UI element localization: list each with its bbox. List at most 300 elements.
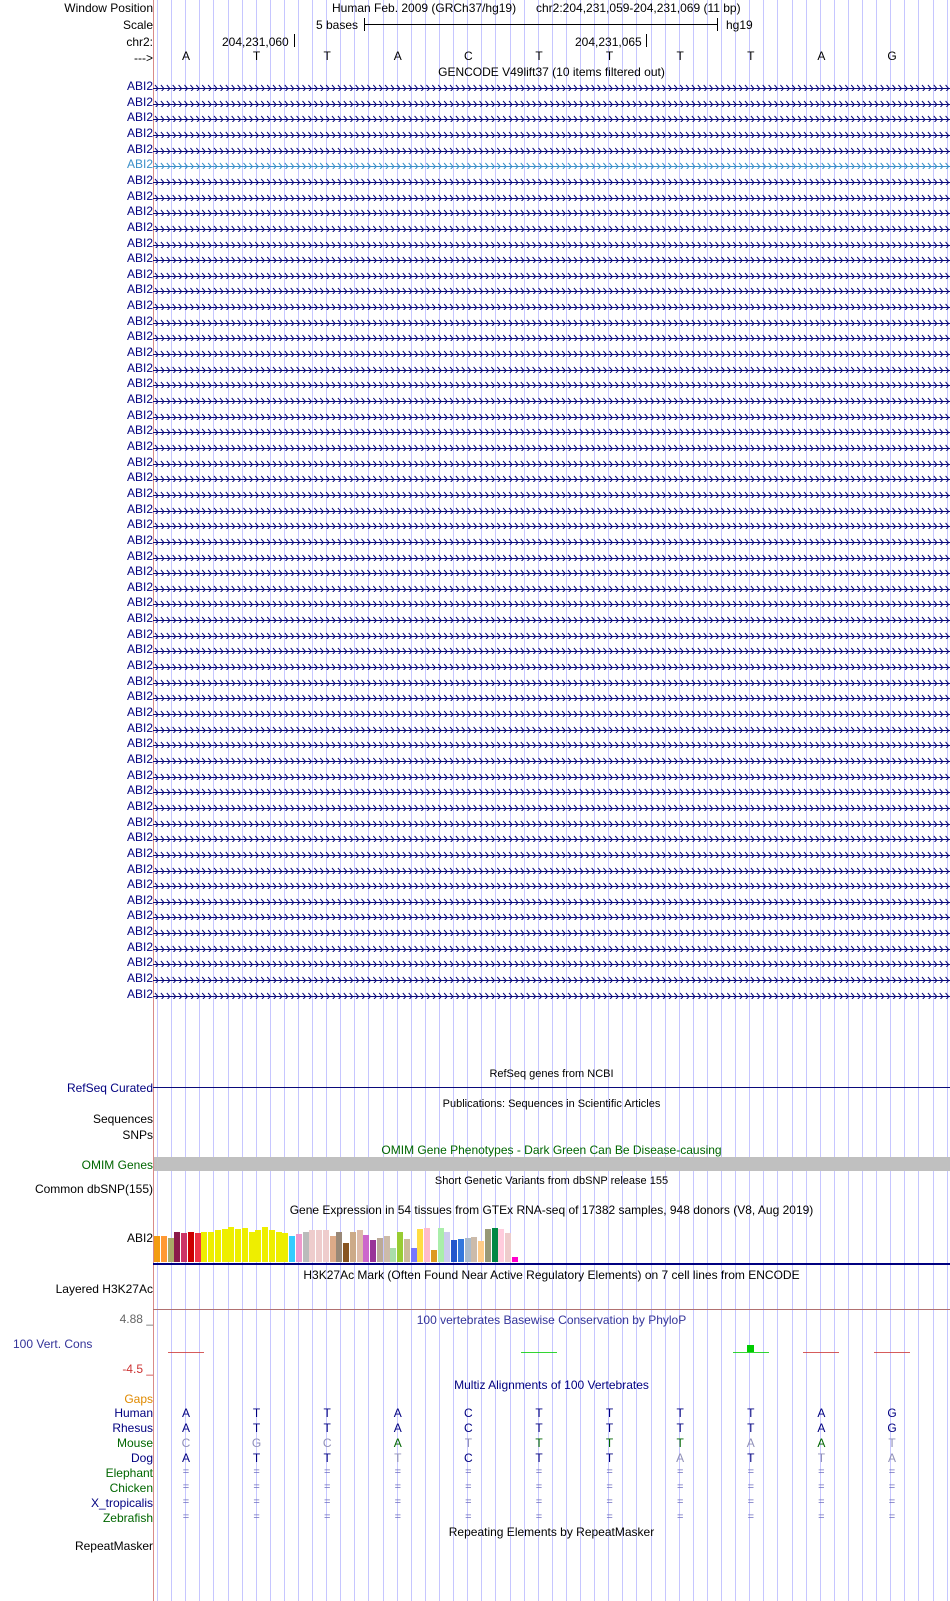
gencode-row-label[interactable]: ABI2 (126, 125, 153, 140)
refseq-track-label[interactable]: RefSeq Curated (66, 1081, 153, 1095)
gencode-transcript[interactable] (153, 505, 950, 514)
gtex-tissue-bar[interactable] (451, 1240, 457, 1262)
gtex-tissue-bar[interactable] (208, 1232, 214, 1262)
gencode-row-label[interactable]: ABI2 (126, 814, 153, 829)
alignment-base: A (181, 1421, 190, 1435)
gencode-transcript[interactable] (153, 833, 950, 842)
alignment-base: T (535, 1451, 543, 1465)
gencode-row-label[interactable]: ABI2 (126, 689, 153, 704)
gencode-transcript[interactable] (153, 254, 950, 263)
gencode-transcript[interactable] (153, 223, 950, 232)
gencode-row-label[interactable]: ABI2 (126, 266, 153, 281)
gencode-row-label[interactable]: ABI2 (126, 94, 153, 109)
gencode-row-label[interactable]: ABI2 (126, 329, 153, 344)
gencode-row-label[interactable]: ABI2 (126, 830, 153, 845)
gtex-tissue-bar[interactable] (323, 1230, 329, 1262)
dbsnp-track-label[interactable]: Common dbSNP(155) (34, 1182, 153, 1196)
gencode-row-label[interactable]: ABI2 (126, 955, 153, 970)
gencode-transcript[interactable] (153, 896, 950, 905)
gencode-row-label[interactable]: ABI2 (126, 454, 153, 469)
gencode-row-label[interactable]: ABI2 (126, 595, 153, 610)
alignment-base: = (535, 1511, 543, 1523)
gencode-row-label[interactable]: ABI2 (126, 673, 153, 688)
gtex-tissue-bar[interactable] (505, 1233, 511, 1262)
gencode-transcript[interactable] (153, 129, 950, 138)
gencode-row-label[interactable]: ABI2 (126, 235, 153, 250)
gencode-transcript[interactable] (153, 786, 950, 795)
gencode-transcript[interactable] (153, 943, 950, 952)
chr-label: chr2: (126, 35, 153, 49)
alignment-base: = (253, 1466, 260, 1478)
gtex-track-title[interactable]: Gene Expression in 54 tissues from GTEx RNA-seq of 17382 samples, 948 donors (V8, Aug 2019) (289, 1203, 814, 1217)
gtex-tissue-bar[interactable] (161, 1236, 167, 1262)
gtex-tissue-bar[interactable] (512, 1257, 518, 1262)
phylop-score-mark[interactable] (168, 1352, 204, 1353)
gencode-transcript[interactable] (153, 270, 950, 279)
gtex-tissue-bar[interactable] (336, 1232, 342, 1262)
reference-base: T (323, 49, 331, 63)
gtex-tissue-bar[interactable] (154, 1236, 160, 1262)
alignment-base: T (817, 1451, 826, 1465)
alignment-base: = (888, 1511, 896, 1523)
multiz-track-title[interactable]: Multiz Alignments of 100 Vertebrates (454, 1378, 649, 1392)
gtex-tissue-bar[interactable] (282, 1233, 288, 1262)
species-label[interactable]: Dog (130, 1451, 153, 1465)
gencode-transcript[interactable] (153, 207, 950, 216)
phylop-track-label[interactable]: 100 Vert. Cons (13, 1337, 93, 1351)
publications-sequences-label[interactable]: Sequences (92, 1112, 153, 1126)
scale-bar-left-tick (364, 18, 365, 31)
alignment-base: T (605, 1421, 614, 1435)
alignment-base: A (393, 1421, 402, 1435)
gencode-row-label[interactable]: ABI2 (126, 110, 153, 125)
gencode-transcript[interactable] (153, 285, 950, 294)
gencode-row-label[interactable]: ABI2 (126, 908, 153, 923)
species-label[interactable]: Mouse (116, 1436, 153, 1450)
gaps-label: Gaps (124, 1392, 153, 1406)
gtex-baseline (153, 1263, 950, 1265)
db-text: hg19 (726, 18, 753, 32)
gencode-transcript[interactable] (153, 82, 950, 91)
scale-label: Scale (122, 18, 153, 32)
omim-track-title[interactable]: OMIM Gene Phenotypes - Dark Green Can Be Disease-causing (381, 1143, 722, 1157)
gencode-row-label[interactable]: ABI2 (126, 564, 153, 579)
gtex-tissue-bar[interactable] (363, 1235, 369, 1262)
gencode-transcript[interactable] (153, 958, 950, 967)
gencode-row-label[interactable]: ABI2 (126, 767, 153, 782)
alignment-base: T (323, 1451, 331, 1465)
gencode-row-label[interactable]: ABI2 (126, 611, 153, 626)
h3k27ac-baseline (153, 1309, 950, 1310)
alignment-base: T (676, 1406, 684, 1420)
gencode-transcript[interactable] (153, 567, 950, 576)
gencode-row-label[interactable]: ABI2 (126, 345, 153, 360)
gencode-row-label[interactable]: ABI2 (126, 939, 153, 954)
gencode-transcript[interactable] (153, 771, 950, 780)
alignment-base: = (182, 1466, 190, 1478)
alignment-base: T (605, 1406, 614, 1420)
gtex-tissue-bar[interactable] (404, 1239, 410, 1262)
gtex-tissue-bar[interactable] (397, 1232, 403, 1262)
alignment-base: C (464, 1421, 473, 1435)
phylop-score-mark[interactable] (803, 1352, 839, 1353)
coordinate-2-tick (646, 34, 647, 47)
alignment-base: = (182, 1481, 190, 1493)
alignment-base: = (676, 1511, 684, 1523)
phylop-score-mark[interactable] (521, 1352, 557, 1353)
alignment-base: = (818, 1496, 825, 1508)
gencode-transcript[interactable] (153, 301, 950, 310)
alignment-base: A (181, 1406, 190, 1420)
gencode-row-label[interactable]: ABI2 (126, 219, 153, 234)
alignment-base: T (323, 1421, 331, 1435)
alignment-base: T (252, 1451, 261, 1465)
gencode-row-label[interactable]: ABI2 (126, 986, 153, 1001)
gencode-transcript[interactable] (153, 192, 950, 201)
species-label[interactable]: Chicken (109, 1481, 153, 1495)
gtex-tissue-bar[interactable] (255, 1230, 261, 1262)
gtex-tissue-bar[interactable] (289, 1236, 295, 1262)
gencode-row-label[interactable]: ABI2 (126, 924, 153, 939)
gtex-tissue-bar[interactable] (242, 1228, 248, 1262)
gtex-tissue-bar[interactable] (498, 1229, 504, 1262)
reference-base: A (393, 49, 402, 63)
gencode-transcript[interactable] (153, 145, 950, 154)
alignment-base: = (888, 1496, 896, 1508)
gencode-transcript[interactable] (153, 411, 950, 420)
alignment-base: C (322, 1436, 332, 1450)
gencode-transcript[interactable] (153, 536, 950, 545)
gtex-tissue-bar[interactable] (377, 1238, 383, 1262)
gencode-transcript[interactable] (153, 927, 950, 936)
alignment-base: C (464, 1406, 473, 1420)
reference-base: T (747, 49, 755, 63)
gencode-transcript[interactable] (153, 661, 950, 670)
gencode-row-label[interactable]: ABI2 (126, 282, 153, 297)
alignment-base: T (535, 1421, 543, 1435)
gencode-row-label[interactable]: ABI2 (126, 517, 153, 532)
alignment-base: A (817, 1421, 826, 1435)
gencode-transcript[interactable] (153, 552, 950, 561)
species-label[interactable]: Zebrafish (102, 1511, 153, 1525)
dbsnp-track-title[interactable]: Short Genetic Variants from dbSNP release 155 (434, 1175, 669, 1187)
gtex-tissue-bar[interactable] (390, 1248, 396, 1262)
gencode-row-label[interactable]: ABI2 (126, 642, 153, 657)
reference-base: T (252, 49, 261, 63)
omim-track-label[interactable]: OMIM Genes (81, 1158, 153, 1172)
species-label[interactable]: Elephant (105, 1466, 153, 1480)
gtex-tissue-bar[interactable] (188, 1232, 194, 1262)
alignment-base: T (605, 1451, 614, 1465)
gencode-transcript[interactable] (153, 239, 950, 248)
gtex-tissue-bar[interactable] (215, 1230, 221, 1262)
gencode-row-label[interactable]: ABI2 (126, 626, 153, 641)
alignment-base: A (393, 1406, 402, 1420)
gencode-row-label[interactable]: ABI2 (126, 251, 153, 266)
publications-track-title[interactable]: Publications: Sequences in Scientific Articles (442, 1098, 661, 1110)
gtex-tissue-bar[interactable] (485, 1229, 491, 1262)
gencode-row-label[interactable]: ABI2 (126, 438, 153, 453)
alignment-base: T (464, 1436, 473, 1450)
gencode-transcript[interactable] (153, 818, 950, 827)
gtex-tissue-bar[interactable] (478, 1241, 484, 1262)
alignment-base: = (747, 1511, 755, 1523)
gencode-row-label[interactable]: ABI2 (126, 360, 153, 375)
gencode-row-label[interactable]: ABI2 (126, 783, 153, 798)
gtex-tissue-bar[interactable] (424, 1228, 430, 1262)
alignment-base: = (535, 1466, 543, 1478)
gencode-transcript[interactable] (153, 583, 950, 592)
gencode-transcript[interactable] (153, 990, 950, 999)
gtex-tissue-bar[interactable] (262, 1227, 268, 1262)
gencode-transcript[interactable] (153, 880, 950, 889)
h3k27ac-track-title[interactable]: H3K27Ac Mark (Often Found Near Active Regulatory Elements) on 7 cell lines from ENCODE (303, 1268, 800, 1282)
reference-base: T (535, 49, 543, 63)
gtex-tissue-bar[interactable] (417, 1229, 423, 1262)
alignment-base: = (323, 1466, 331, 1478)
gencode-transcript[interactable] (153, 458, 950, 467)
gencode-row-label[interactable]: ABI2 (126, 877, 153, 892)
species-label[interactable]: Human (114, 1406, 153, 1420)
coordinate-2: 204,231,065 (575, 35, 642, 49)
scale-text: 5 bases (316, 18, 359, 32)
reference-base: T (605, 49, 614, 63)
alignment-base: = (888, 1481, 896, 1493)
gencode-row-label[interactable]: ABI2 (126, 157, 153, 172)
gencode-row-label[interactable]: ABI2 (126, 376, 153, 391)
gencode-transcript[interactable] (153, 677, 950, 686)
omim-gene-bar[interactable] (154, 1157, 950, 1171)
gencode-row-label[interactable]: ABI2 (126, 407, 153, 422)
alignment-base: T (252, 1406, 261, 1420)
gencode-transcript[interactable] (153, 755, 950, 764)
alignment-base: = (394, 1496, 402, 1508)
gencode-row-label[interactable]: ABI2 (126, 751, 153, 766)
gencode-row-label[interactable]: ABI2 (126, 172, 153, 187)
gtex-track-label[interactable]: ABI2 (126, 1231, 153, 1245)
gencode-row-label[interactable]: ABI2 (126, 204, 153, 219)
alignment-base: A (817, 1436, 826, 1450)
refseq-track-title[interactable]: RefSeq genes from NCBI (489, 1068, 614, 1080)
gencode-row-label[interactable]: ABI2 (126, 705, 153, 719)
alignment-base: = (606, 1496, 613, 1508)
gencode-row-label[interactable]: ABI2 (126, 892, 153, 907)
alignment-base: = (182, 1496, 190, 1508)
phylop-score-mark[interactable] (874, 1352, 910, 1353)
gencode-transcript[interactable] (153, 98, 950, 107)
gtex-tissue-bar[interactable] (235, 1229, 241, 1262)
alignment-base: = (253, 1481, 260, 1493)
gencode-transcript[interactable] (153, 739, 950, 748)
alignment-base: = (818, 1481, 825, 1493)
gencode-transcript[interactable] (153, 865, 950, 874)
alignment-base: = (535, 1481, 543, 1493)
reference-base: T (676, 49, 684, 63)
alignment-base: = (606, 1481, 613, 1493)
gencode-transcript[interactable] (153, 520, 950, 529)
alignment-base: T (747, 1421, 755, 1435)
gtex-tissue-bar[interactable] (181, 1233, 187, 1262)
alignment-base: = (818, 1511, 825, 1523)
gencode-transcript[interactable] (153, 630, 950, 639)
alignment-base: C (464, 1451, 473, 1465)
alignment-base: = (394, 1466, 402, 1478)
alignment-base: A (817, 1406, 826, 1420)
gencode-transcript[interactable] (153, 708, 950, 717)
alignment-base: = (676, 1496, 684, 1508)
gencode-transcript[interactable] (153, 395, 950, 404)
alignment-base: = (465, 1496, 472, 1508)
window-position-label: Window Position (64, 1, 153, 15)
gencode-row-label[interactable]: ABI2 (126, 141, 153, 156)
gtex-tissue-bar[interactable] (458, 1239, 464, 1262)
repeatmasker-track-label[interactable]: RepeatMasker (74, 1539, 153, 1553)
gtex-tissue-bar[interactable] (316, 1230, 322, 1262)
gencode-row-label[interactable]: ABI2 (126, 532, 153, 547)
assembly-text: Human Feb. 2009 (GRCh37/hg19) (332, 1, 517, 15)
gencode-transcript[interactable] (153, 332, 950, 341)
alignment-base: T (888, 1436, 896, 1450)
gencode-row-label[interactable]: ABI2 (126, 470, 153, 485)
gencode-row-label[interactable]: ABI2 (126, 798, 153, 813)
gtex-tissue-bar[interactable] (228, 1227, 234, 1262)
gencode-transcript[interactable] (153, 692, 950, 701)
alignment-base: = (747, 1466, 755, 1478)
phylop-score-mark[interactable] (733, 1352, 769, 1353)
gencode-transcript[interactable] (153, 489, 950, 498)
gtex-tissue-bar[interactable] (370, 1240, 376, 1262)
reference-base: A (817, 49, 826, 63)
h3k27ac-track-label[interactable]: Layered H3K27Ac (55, 1282, 153, 1296)
alignment-base: = (394, 1511, 402, 1523)
gencode-transcript[interactable] (153, 113, 950, 122)
coordinate-1-tick (294, 34, 295, 47)
gencode-transcript[interactable] (153, 598, 950, 607)
gencode-row-label[interactable]: ABI2 (126, 861, 153, 876)
gencode-transcript[interactable] (153, 645, 950, 654)
gencode-row-label[interactable]: ABI2 (126, 736, 153, 751)
gencode-transcript[interactable] (153, 911, 950, 920)
phylop-max-label: 4.88 _ (119, 1312, 153, 1326)
alignment-base: = (676, 1481, 684, 1493)
alignment-base: G (887, 1406, 897, 1420)
alignment-base: = (253, 1511, 260, 1523)
gtex-tissue-bar[interactable] (309, 1230, 315, 1262)
alignment-base: T (747, 1451, 755, 1465)
gencode-row-label[interactable]: ABI2 (126, 392, 153, 406)
gtex-tissue-bar[interactable] (444, 1232, 450, 1262)
gencode-transcript[interactable] (153, 974, 950, 983)
track-label-column (0, 0, 153, 1601)
gtex-tissue-bar[interactable] (350, 1232, 356, 1262)
gencode-transcript[interactable] (153, 802, 950, 811)
alignment-base: = (535, 1496, 543, 1508)
gencode-transcript[interactable] (153, 364, 950, 373)
scale-bar (364, 24, 718, 25)
gencode-transcript[interactable] (153, 849, 950, 858)
alignment-base: = (323, 1511, 331, 1523)
gencode-transcript[interactable] (153, 176, 950, 185)
gtex-tissue-bar[interactable] (471, 1237, 477, 1262)
alignment-base: A (181, 1451, 190, 1465)
alignment-base: A (746, 1436, 755, 1450)
gencode-row-label[interactable]: ABI2 (126, 485, 153, 500)
gencode-transcript[interactable] (153, 317, 950, 326)
publications-snps-label[interactable]: SNPs (122, 1128, 153, 1142)
alignment-base: = (465, 1511, 472, 1523)
gtex-tissue-bar[interactable] (296, 1234, 302, 1262)
gencode-transcript[interactable] (153, 614, 950, 623)
refseq-gene-line[interactable] (153, 1087, 950, 1088)
alignment-base: G (251, 1436, 262, 1450)
gencode-transcript[interactable] (153, 160, 950, 169)
alignment-base: = (747, 1481, 755, 1493)
gtex-tissue-bar[interactable] (431, 1250, 437, 1262)
gencode-transcript[interactable] (153, 426, 950, 435)
alignment-base: A (393, 1436, 402, 1450)
gtex-tissue-bar[interactable] (201, 1232, 207, 1262)
position-text: chr2:204,231,059-204,231,069 (11 bp) (536, 1, 741, 15)
species-label[interactable]: Rhesus (112, 1421, 153, 1435)
gencode-row-label[interactable]: ABI2 (126, 548, 153, 563)
phylop-min-label: -4.5 _ (122, 1362, 153, 1376)
gencode-row-label[interactable]: ABI2 (126, 579, 153, 594)
gencode-row-label[interactable]: ABI2 (126, 298, 153, 313)
gtex-tissue-bar[interactable] (269, 1230, 275, 1262)
phylop-track-title[interactable]: 100 vertebrates Basewise Conservation by PhyloP (416, 1313, 687, 1327)
alignment-base: = (182, 1511, 190, 1523)
alignment-base: = (465, 1481, 472, 1493)
gencode-row-label[interactable]: ABI2 (126, 79, 153, 93)
repeatmasker-track-title[interactable]: Repeating Elements by RepeatMasker (448, 1525, 655, 1539)
gencode-row-label[interactable]: ABI2 (126, 501, 153, 516)
gencode-row-label[interactable]: ABI2 (126, 188, 153, 203)
gencode-track-title[interactable]: GENCODE V49lift37 (10 items filtered out) (438, 65, 665, 79)
gencode-transcript[interactable] (153, 724, 950, 733)
phylop-score-bar[interactable] (747, 1345, 754, 1352)
gtex-tissue-bar[interactable] (343, 1243, 349, 1262)
reference-base: G (887, 49, 897, 63)
gencode-row-label[interactable]: ABI2 (126, 658, 153, 673)
alignment-base: T (676, 1421, 684, 1435)
gencode-transcript[interactable] (153, 348, 950, 357)
gencode-transcript[interactable] (153, 442, 950, 451)
coordinate-1: 204,231,060 (222, 35, 289, 49)
alignment-base: T (394, 1451, 402, 1465)
alignment-base: = (818, 1466, 825, 1478)
alignment-base: T (535, 1406, 543, 1420)
alignment-base: = (323, 1496, 331, 1508)
alignment-base: = (747, 1496, 755, 1508)
alignment-base: = (394, 1481, 402, 1493)
alignment-base: = (606, 1511, 613, 1523)
gencode-row-label[interactable]: ABI2 (126, 423, 153, 438)
alignment-base: C (181, 1436, 191, 1450)
alignment-base: T (605, 1436, 614, 1450)
gencode-transcript[interactable] (153, 379, 950, 388)
alignment-base: = (888, 1466, 896, 1478)
gencode-row-label[interactable]: ABI2 (126, 971, 153, 986)
alignment-base: T (747, 1406, 755, 1420)
gencode-transcript[interactable] (153, 473, 950, 482)
alignment-base: T (676, 1436, 684, 1450)
species-label[interactable]: X_tropicalis (90, 1496, 153, 1510)
gencode-row-label[interactable]: ABI2 (126, 313, 153, 328)
gencode-row-label[interactable]: ABI2 (126, 720, 153, 735)
gtex-tissue-bar[interactable] (174, 1232, 180, 1262)
gencode-row-label[interactable]: ABI2 (126, 845, 153, 860)
alignment-base: = (606, 1466, 613, 1478)
